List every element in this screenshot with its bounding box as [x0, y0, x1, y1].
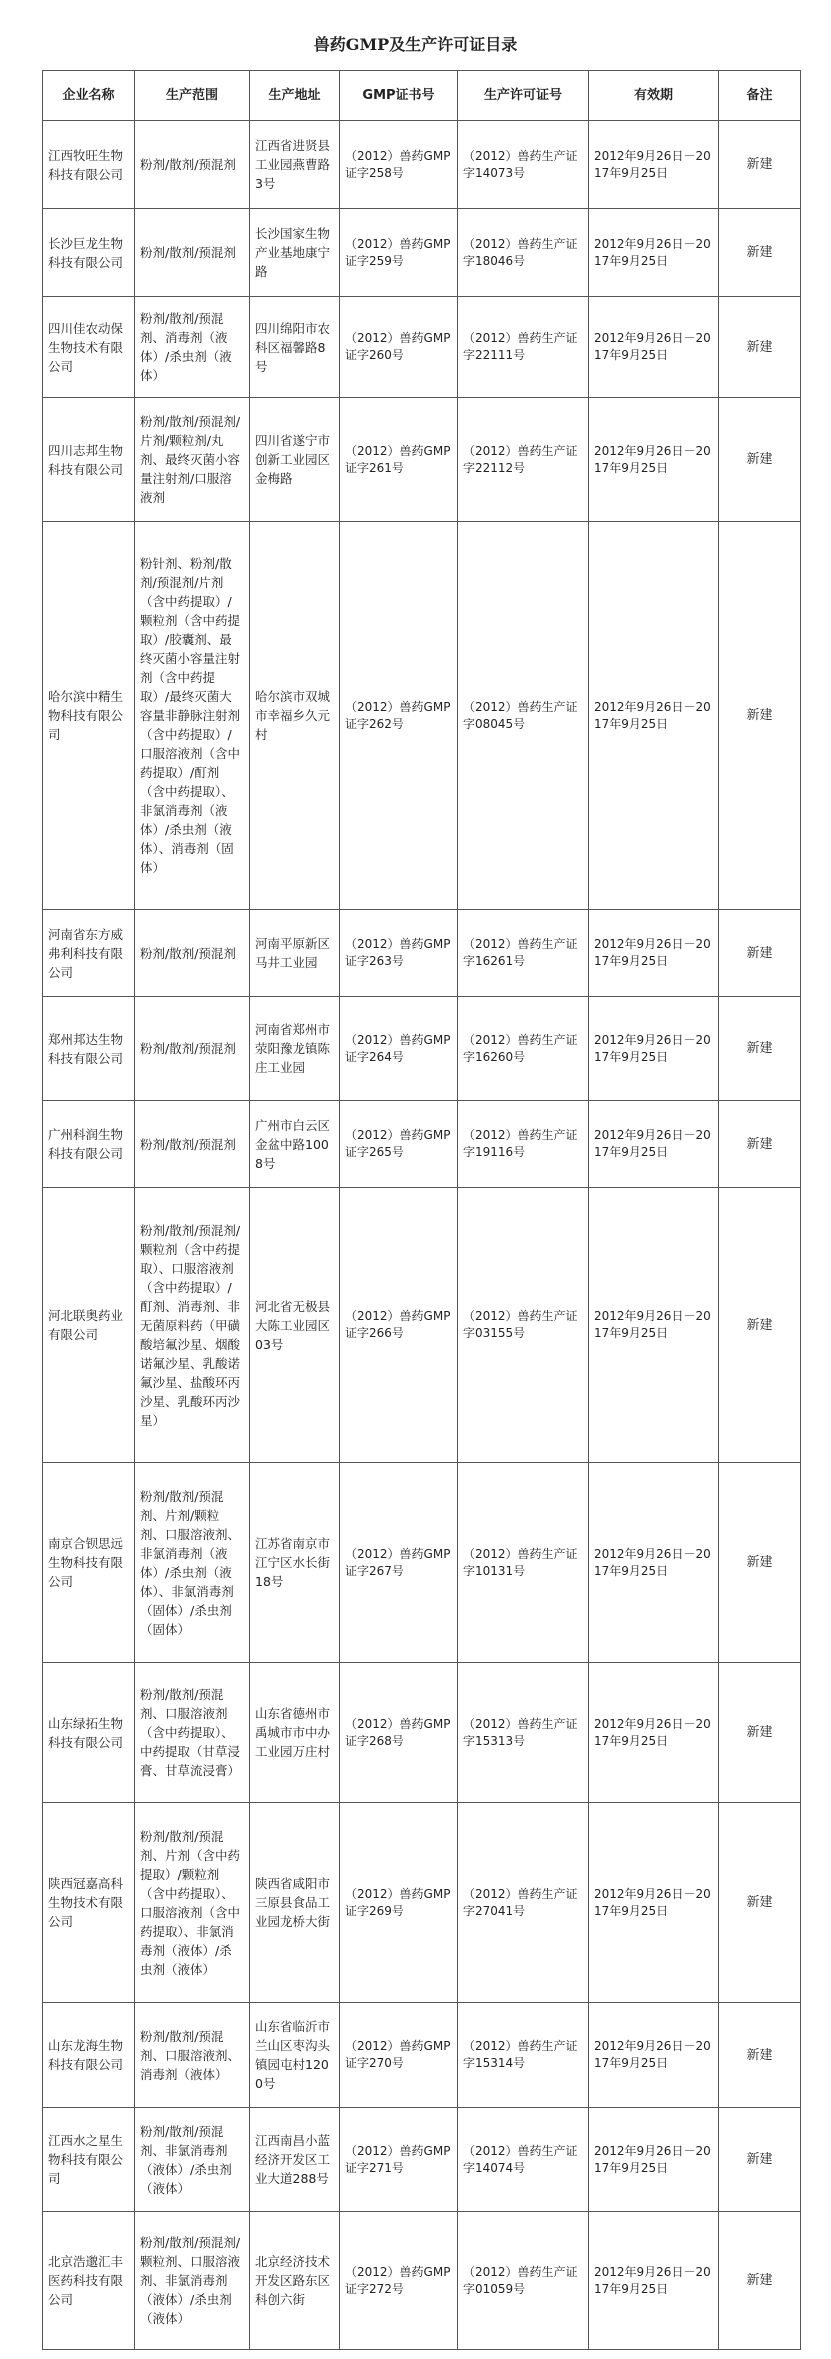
- table-row: [43, 2212, 801, 2350]
- cell-scope: 粉剂/散剂/预混剂、片剂/颗粒剂、口服溶液剂、非氯消毒剂（液体）/杀虫剂（液体）、非氯消毒剂（固体）/杀虫剂（固体）: [135, 1463, 250, 1663]
- table-row: [43, 522, 801, 910]
- cell-address: 哈尔滨市双城市幸福乡久元村: [250, 522, 340, 910]
- cell-note: 新建: [719, 1663, 801, 1803]
- cell-scope: 粉剂/散剂/预混剂/颗粒剂（含中药提取）、口服溶液剂（含中药提取）/酊剂、消毒剂、非无菌原料药（甲磺酸培氟沙星、烟酸诺氟沙星、乳酸诺氟沙星、盐酸环丙沙星、乳酸环丙沙星）: [135, 1188, 250, 1463]
- cell-scope: 粉剂/散剂/预混剂: [135, 910, 250, 997]
- cell-address: 河南省郑州市荥阳豫龙镇陈庄工业园: [250, 997, 340, 1101]
- cell-note: 新建: [719, 1101, 801, 1188]
- cell-note: 新建: [719, 121, 801, 209]
- cell-company: 广州科润生物科技有限公司: [43, 1101, 135, 1188]
- cell-address: 北京经济技术开发区路东区科创六街: [250, 2212, 340, 2350]
- cell-address: 江苏省南京市江宁区水长街18号: [250, 1463, 340, 1663]
- cell-license: （2012）兽药生产证字18046号: [458, 209, 589, 297]
- cell-address: 山东省德州市禹城市市中办工业园万庄村: [250, 1663, 340, 1803]
- cell-validity: 2012年9月26日－2017年9月25日: [589, 2212, 719, 2350]
- cell-gmp: （2012）兽药GMP证字265号: [340, 1101, 458, 1188]
- cell-address: 四川省遂宁市创新工业园区金梅路: [250, 398, 340, 522]
- cell-scope: 粉剂/散剂/预混剂: [135, 997, 250, 1101]
- cell-validity: 2012年9月26日－2017年9月25日: [589, 121, 719, 209]
- cell-address: 广州市白云区金盆中路1008号: [250, 1101, 340, 1188]
- cell-company: 江西牧旺生物科技有限公司: [43, 121, 135, 209]
- cell-validity: 2012年9月26日－2017年9月25日: [589, 398, 719, 522]
- cell-validity: 2012年9月26日－2017年9月25日: [589, 2003, 719, 2108]
- cell-gmp: （2012）兽药GMP证字270号: [340, 2003, 458, 2108]
- cell-company: 四川佳农动保生物技术有限公司: [43, 297, 135, 398]
- table-row: [43, 297, 801, 398]
- cell-address: 河南平原新区马井工业园: [250, 910, 340, 997]
- cell-license: （2012）兽药生产证字15313号: [458, 1663, 589, 1803]
- cell-gmp: （2012）兽药GMP证字268号: [340, 1663, 458, 1803]
- cell-company: 山东绿拓生物科技有限公司: [43, 1663, 135, 1803]
- cell-company: 山东龙海生物科技有限公司: [43, 2003, 135, 2108]
- cell-company: 哈尔滨中精生物科技有限公司: [43, 522, 135, 910]
- cell-company: 河南省东方威弗利科技有限公司: [43, 910, 135, 997]
- cell-note: 新建: [719, 398, 801, 522]
- cell-gmp: （2012）兽药GMP证字266号: [340, 1188, 458, 1463]
- cell-license: （2012）兽药生产证字27041号: [458, 1803, 589, 2003]
- cell-company: 陕西冠嘉高科生物技术有限公司: [43, 1803, 135, 2003]
- cell-address: 陕西省咸阳市三原县食品工业园龙桥大街: [250, 1803, 340, 2003]
- cell-validity: 2012年9月26日－2017年9月25日: [589, 1101, 719, 1188]
- cell-validity: 2012年9月26日－2017年9月25日: [589, 209, 719, 297]
- cell-gmp: （2012）兽药GMP证字260号: [340, 297, 458, 398]
- cell-company: 郑州邦达生物科技有限公司: [43, 997, 135, 1101]
- cell-validity: 2012年9月26日－2017年9月25日: [589, 1463, 719, 1663]
- table-row: [43, 997, 801, 1101]
- header-validity: 有效期: [589, 71, 719, 121]
- cell-gmp: （2012）兽药GMP证字259号: [340, 209, 458, 297]
- table-row: [43, 1803, 801, 2003]
- cell-validity: 2012年9月26日－2017年9月25日: [589, 997, 719, 1101]
- cell-validity: 2012年9月26日－2017年9月25日: [589, 2108, 719, 2212]
- table-row: [43, 398, 801, 522]
- cell-gmp: （2012）兽药GMP证字258号: [340, 121, 458, 209]
- cell-address: 四川绵阳市农科区福馨路8号: [250, 297, 340, 398]
- cell-license: （2012）兽药生产证字08045号: [458, 522, 589, 910]
- cell-license: （2012）兽药生产证字22111号: [458, 297, 589, 398]
- header-gmp: GMP证书号: [340, 71, 458, 121]
- table-row: [43, 2003, 801, 2108]
- cell-gmp: （2012）兽药GMP证字269号: [340, 1803, 458, 2003]
- cell-company: 北京浩邈汇丰医药科技有限公司: [43, 2212, 135, 2350]
- cell-note: 新建: [719, 522, 801, 910]
- cell-company: 南京合钡思远生物科技有限公司: [43, 1463, 135, 1663]
- table-row: [43, 910, 801, 997]
- cell-license: （2012）兽药生产证字19116号: [458, 1101, 589, 1188]
- cell-company: 江西水之星生物科技有限公司: [43, 2108, 135, 2212]
- cell-validity: 2012年9月26日－2017年9月25日: [589, 297, 719, 398]
- cell-license: （2012）兽药生产证字16261号: [458, 910, 589, 997]
- cell-scope: 粉针剂、粉剂/散剂/预混剂/片剂（含中药提取）/颗粒剂（含中药提取）/胶囊剂、最终灭菌小容量注射剂（含中药提取）/最终灭菌大容量非静脉注射剂（含中药提取）/口服溶液剂（含中药提取）/酊剂（含中药提取）、非氯消毒剂（液体）/杀虫剂（液体）、消毒剂（固体）: [135, 522, 250, 910]
- cell-license: （2012）兽药生产证字22112号: [458, 398, 589, 522]
- cell-note: 新建: [719, 1803, 801, 2003]
- cell-license: （2012）兽药生产证字14073号: [458, 121, 589, 209]
- cell-scope: 粉剂/散剂/预混剂、非氯消毒剂（液体）/杀虫剂（液体）: [135, 2108, 250, 2212]
- cell-company: 长沙巨龙生物科技有限公司: [43, 209, 135, 297]
- cell-validity: 2012年9月26日－2017年9月25日: [589, 522, 719, 910]
- cell-scope: 粉剂/散剂/预混剂/颗粒剂、口服溶液剂、非氯消毒剂（液体）/杀虫剂（液体）: [135, 2212, 250, 2350]
- catalog-table: [42, 70, 801, 2350]
- header-row: [43, 71, 801, 121]
- cell-address: 长沙国家生物产业基地康宁路: [250, 209, 340, 297]
- cell-scope: 粉剂/散剂/预混剂/片剂/颗粒剂/丸剂、最终灭菌小容量注射剂/口服溶液剂: [135, 398, 250, 522]
- cell-license: （2012）兽药生产证字14074号: [458, 2108, 589, 2212]
- header-company: 企业名称: [43, 71, 135, 121]
- cell-license: （2012）兽药生产证字16260号: [458, 997, 589, 1101]
- cell-note: 新建: [719, 1188, 801, 1463]
- table-row: [43, 1463, 801, 1663]
- cell-scope: 粉剂/散剂/预混剂: [135, 121, 250, 209]
- cell-scope: 粉剂/散剂/预混剂、口服溶液剂、消毒剂（液体）: [135, 2003, 250, 2108]
- cell-address: 江西南昌小蓝经济开发区工业大道288号: [250, 2108, 340, 2212]
- header-license: 生产许可证号: [458, 71, 589, 121]
- table-body: [43, 121, 801, 2350]
- cell-address: 江西省进贤县工业园燕曹路3号: [250, 121, 340, 209]
- cell-note: 新建: [719, 2003, 801, 2108]
- table-row: [43, 2108, 801, 2212]
- cell-license: （2012）兽药生产证字10131号: [458, 1463, 589, 1663]
- cell-address: 山东省临沂市兰山区枣沟头镇园屯村1200号: [250, 2003, 340, 2108]
- cell-gmp: （2012）兽药GMP证字261号: [340, 398, 458, 522]
- cell-note: 新建: [719, 297, 801, 398]
- table-row: [43, 121, 801, 209]
- cell-scope: 粉剂/散剂/预混剂、口服溶液剂（含中药提取）、中药提取（甘草浸膏、甘草流浸膏）: [135, 1663, 250, 1803]
- table-row: [43, 1663, 801, 1803]
- cell-gmp: （2012）兽药GMP证字264号: [340, 997, 458, 1101]
- cell-note: 新建: [719, 997, 801, 1101]
- cell-note: 新建: [719, 2108, 801, 2212]
- cell-company: 河北联奥药业有限公司: [43, 1188, 135, 1463]
- cell-scope: 粉剂/散剂/预混剂、片剂（含中药提取）/颗粒剂（含中药提取）、口服溶液剂（含中药提取）、非氯消毒剂（液体）/杀虫剂（液体）: [135, 1803, 250, 2003]
- cell-note: 新建: [719, 1463, 801, 1663]
- header-note: 备注: [719, 71, 801, 121]
- header-scope: 生产范围: [135, 71, 250, 121]
- cell-gmp: （2012）兽药GMP证字263号: [340, 910, 458, 997]
- page-title: 兽药GMP及生产许可证目录: [313, 35, 518, 54]
- cell-license: （2012）兽药生产证字01059号: [458, 2212, 589, 2350]
- cell-note: 新建: [719, 2212, 801, 2350]
- cell-validity: 2012年9月26日－2017年9月25日: [589, 1803, 719, 2003]
- cell-gmp: （2012）兽药GMP证字271号: [340, 2108, 458, 2212]
- cell-address: 河北省无极县大陈工业园区03号: [250, 1188, 340, 1463]
- table-row: [43, 1188, 801, 1463]
- table-row: [43, 209, 801, 297]
- cell-validity: 2012年9月26日－2017年9月25日: [589, 910, 719, 997]
- cell-note: 新建: [719, 209, 801, 297]
- cell-gmp: （2012）兽药GMP证字272号: [340, 2212, 458, 2350]
- table-row: [43, 1101, 801, 1188]
- cell-validity: 2012年9月26日－2017年9月25日: [589, 1663, 719, 1803]
- header-address: 生产地址: [250, 71, 340, 121]
- cell-validity: 2012年9月26日－2017年9月25日: [589, 1188, 719, 1463]
- cell-note: 新建: [719, 910, 801, 997]
- cell-company: 四川志邦生物科技有限公司: [43, 398, 135, 522]
- cell-gmp: （2012）兽药GMP证字267号: [340, 1463, 458, 1663]
- cell-scope: 粉剂/散剂/预混剂、消毒剂（液体）/杀虫剂（液体）: [135, 297, 250, 398]
- cell-gmp: （2012）兽药GMP证字262号: [340, 522, 458, 910]
- cell-scope: 粉剂/散剂/预混剂: [135, 209, 250, 297]
- cell-license: （2012）兽药生产证字15314号: [458, 2003, 589, 2108]
- cell-scope: 粉剂/散剂/预混剂: [135, 1101, 250, 1188]
- cell-license: （2012）兽药生产证字03155号: [458, 1188, 589, 1463]
